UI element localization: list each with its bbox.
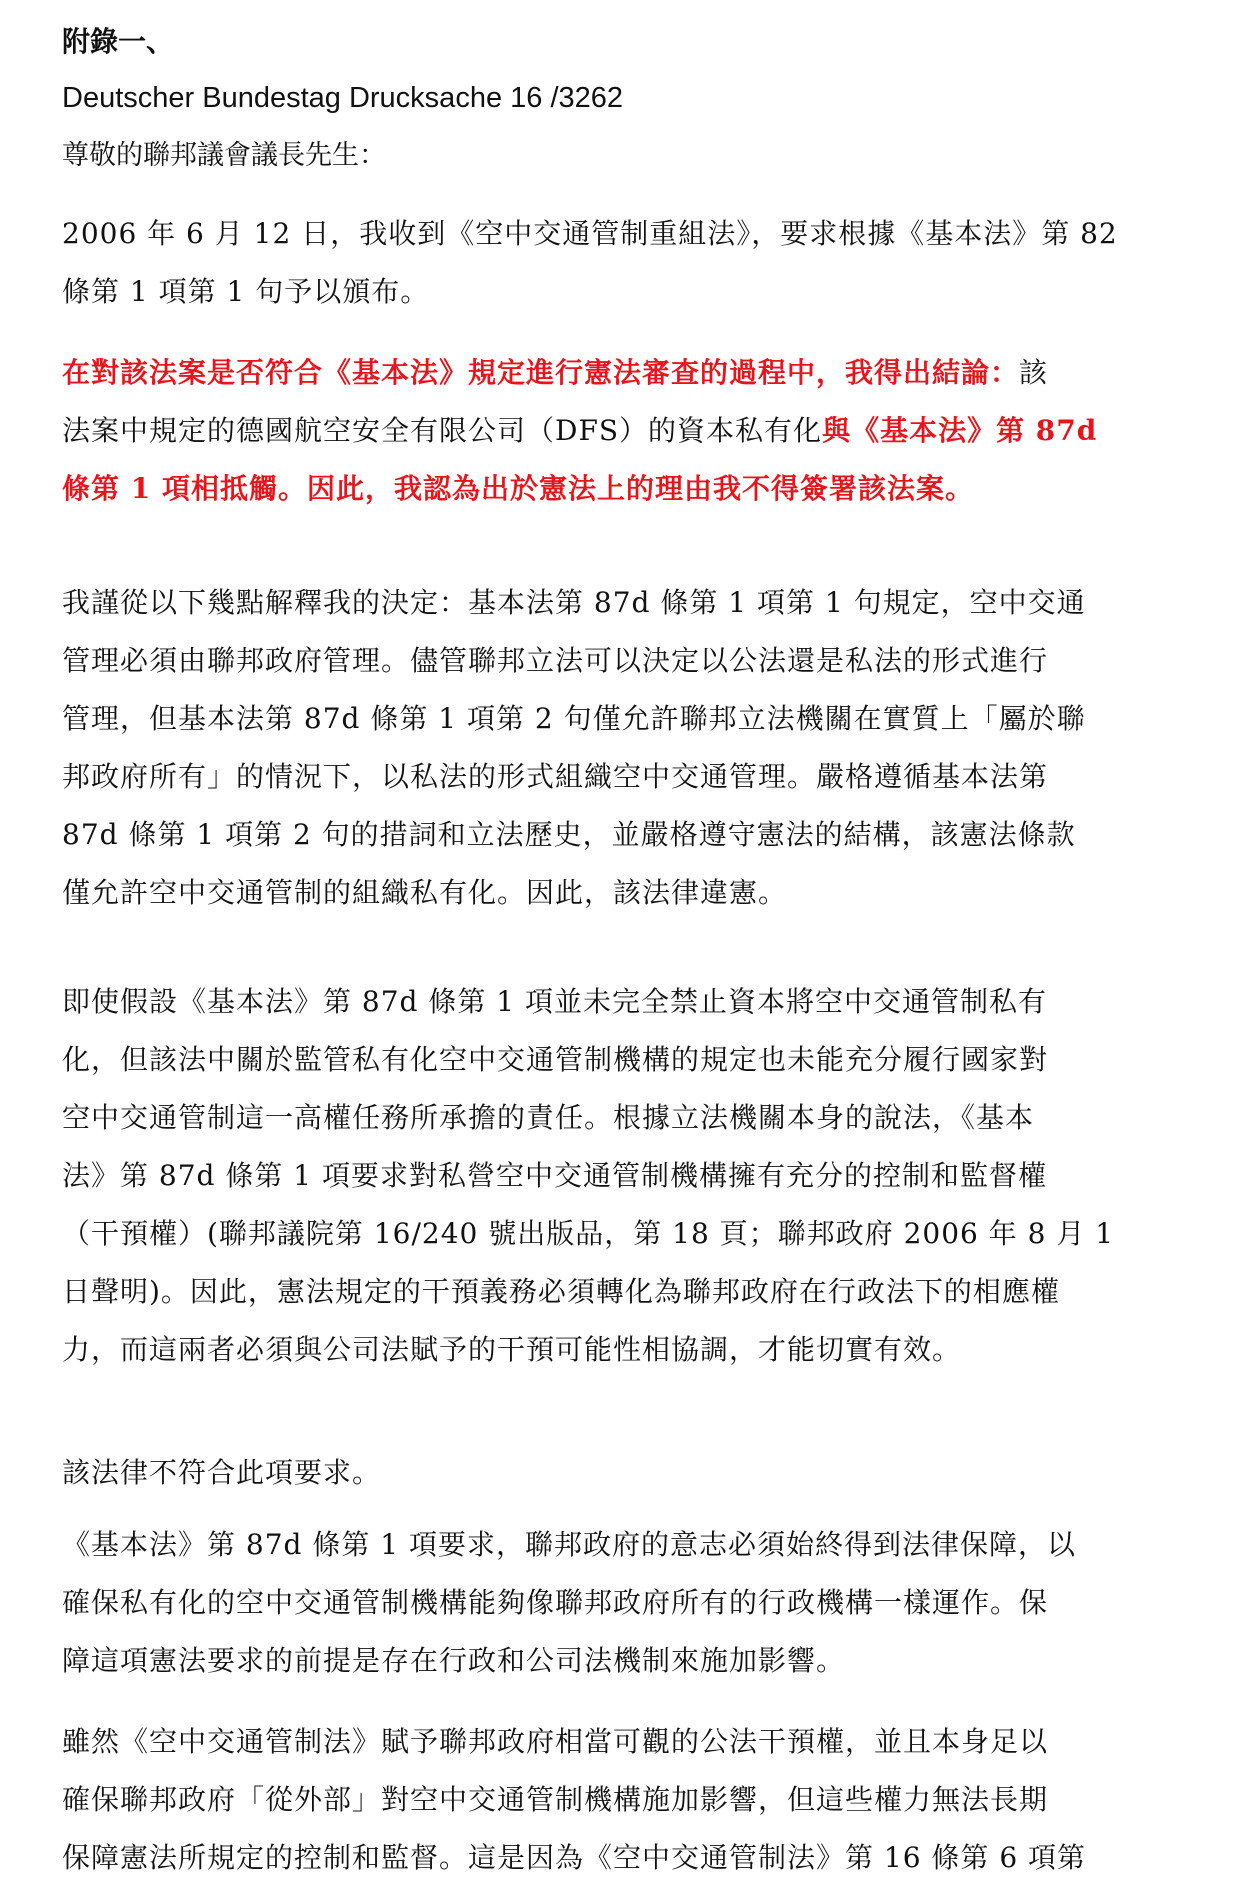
paragraph-5 bbox=[62, 1444, 1212, 1502]
paragraph-line: 我謹從以下幾點解釋我的決定：基本法第 87d 條第 1 項第 1 句規定，空中交通 bbox=[62, 586, 1086, 619]
emphasis-text: 與《基本法》第 87d bbox=[822, 414, 1098, 447]
paragraph-1 bbox=[62, 205, 1212, 321]
body-text: 法案中規定的德國航空安全有限公司（DFS）的資本私有化 bbox=[62, 414, 823, 447]
appendix-heading: 附錄一、 bbox=[62, 25, 175, 58]
paragraph-line bbox=[62, 344, 1212, 402]
paragraph-line: 87d 條第 1 項第 2 句的措詞和立法歷史，並嚴格遵守憲法的結構，該憲法條款 bbox=[62, 818, 1076, 851]
paragraph-line: 力，而這兩者必須與公司法賦予的干預可能性相協調，才能切實有效。 bbox=[62, 1333, 962, 1366]
paragraph-line: 僅允許空中交通管制的組織私有化。因此，該法律違憲。 bbox=[62, 876, 788, 909]
paragraph-line: 確保私有化的空中交通管制機構能夠像聯邦政府所有的行政機構一樣運作。保 bbox=[62, 1586, 1049, 1619]
paragraph-line: 雖然《空中交通管制法》賦予聯邦政府相當可觀的公法干預權，並且本身足以 bbox=[62, 1725, 1049, 1758]
paragraph-line: 管理必須由聯邦政府管理。儘管聯邦立法可以決定以公法還是私法的形式進行 bbox=[62, 644, 1049, 677]
emphasis-text: 條第 1 項相抵觸。因此，我認為出於憲法上的理由我不得簽署該法案。 bbox=[62, 472, 974, 505]
paragraph-line: 日聲明)。因此，憲法規定的干預義務必須轉化為聯邦政府在行政法下的相應權 bbox=[62, 1275, 1060, 1308]
document-reference: Deutscher Bundestag Drucksache 16 /3262 bbox=[62, 82, 624, 114]
paragraph-line bbox=[62, 402, 1212, 460]
paragraph-line: 空中交通管制這一高權任務所承擔的責任。根據立法機關本身的說法，《基本 bbox=[62, 1101, 1035, 1134]
paragraph-line: 管理，但基本法第 87d 條第 1 項第 2 句僅允許聯邦立法機關在實質上「屬於聯 bbox=[62, 702, 1086, 735]
paragraph-6 bbox=[62, 1516, 1212, 1690]
paragraph-line: 2006 年 6 月 12 日，我收到《空中交通管制重組法》，要求根據《基本法》第 82 bbox=[62, 217, 1118, 250]
paragraph-line: 障這項憲法要求的前提是存在行政和公司法機制來施加影響。 bbox=[62, 1644, 846, 1677]
paragraph-line: （干預權）(聯邦議院第 16/240 號出版品，第 18 頁；聯邦政府 2006 年 8 月 1 bbox=[62, 1217, 1115, 1250]
paragraph-line: 條第 1 項第 1 句予以頒布。 bbox=[62, 275, 430, 308]
paragraph-4 bbox=[62, 973, 1212, 1379]
body-text: 該 bbox=[1019, 356, 1049, 389]
paragraph-line: 法》第 87d 條第 1 項要求對私營空中交通管制機構擁有充分的控制和監督權 bbox=[62, 1159, 1047, 1192]
paragraph-3 bbox=[62, 574, 1212, 922]
paragraph-line: 即使假設《基本法》第 87d 條第 1 項並未完全禁止資本將空中交通管制私有 bbox=[62, 985, 1047, 1018]
paragraph-7 bbox=[62, 1713, 1212, 1887]
paragraph-line: 確保聯邦政府「從外部」對空中交通管制機構施加影響，但這些權力無法長期 bbox=[62, 1783, 1049, 1816]
paragraph-2-conclusion bbox=[62, 344, 1212, 518]
paragraph-line: 該法律不符合此項要求。 bbox=[62, 1456, 382, 1489]
paragraph-line: 邦政府所有」的情況下，以私法的形式組織空中交通管理。嚴格遵循基本法第 bbox=[62, 760, 1049, 793]
paragraph-line: 保障憲法所規定的控制和監督。這是因為《空中交通管制法》第 16 條第 6 項第 bbox=[62, 1841, 1087, 1874]
paragraph-line: 化，但該法中關於監管私有化空中交通管制機構的規定也未能充分履行國家對 bbox=[62, 1043, 1049, 1076]
salutation: 尊敬的聯邦議會議長先生： bbox=[62, 140, 386, 171]
emphasis-text: 在對該法案是否符合《基本法》規定進行憲法審查的過程中，我得出結論： bbox=[62, 356, 1020, 389]
paragraph-line: 《基本法》第 87d 條第 1 項要求，聯邦政府的意志必須始終得到法律保障，以 bbox=[62, 1528, 1076, 1561]
